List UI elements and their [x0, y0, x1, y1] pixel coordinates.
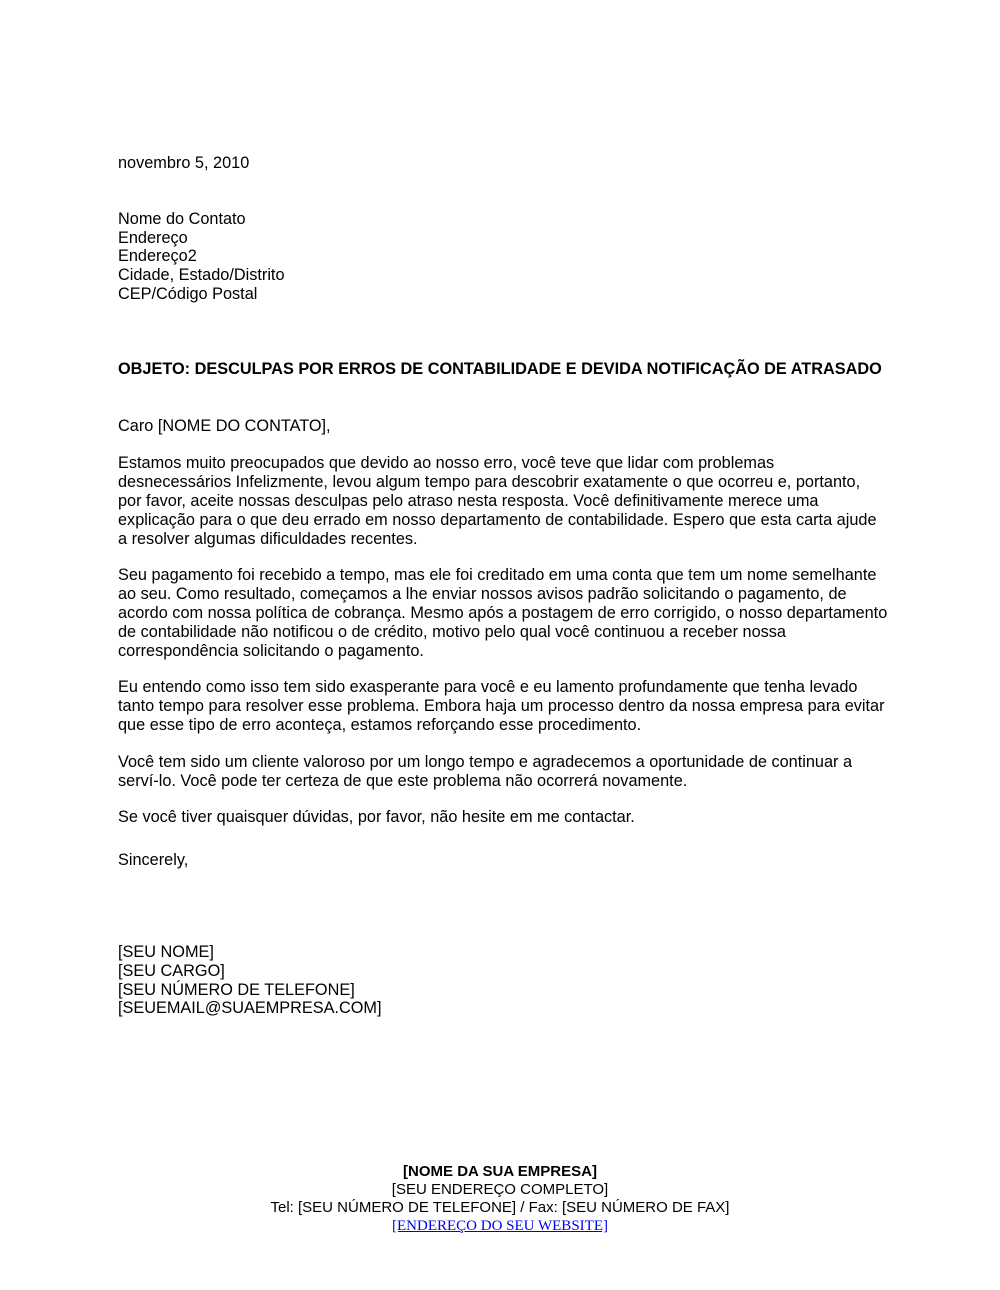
letter-subject: OBJETO: DESCULPAS POR ERROS DE CONTABILIDADE E DEVIDA NOTIFICAÇÃO DE ATRASADO [118, 359, 882, 378]
footer-website-link[interactable]: [ENDEREÇO DO SEU WEBSITE] [392, 1218, 608, 1234]
address-line-name: Nome do Contato [118, 209, 246, 228]
signature-block [118, 943, 888, 1018]
signature-phone: [SEU NÚMERO DE TELEFONE] [118, 980, 355, 999]
letter-date: novembro 5, 2010 [118, 154, 250, 172]
body-paragraph-3: Eu entendo como isso tem sido exasperante para você e eu lamento profundamente que tenha levado tanto tempo para resolver esse problema. Embora haja um processo dentro da nossa empresa para evitar que esse tipo de erro aconteça, estamos reforçando esse procedimento. [118, 678, 885, 734]
letterhead-footer [0, 1163, 1000, 1235]
signature-title: [SEU CARGO] [118, 961, 225, 980]
address-line-postal: CEP/Código Postal [118, 284, 258, 303]
letter-body [118, 154, 888, 1018]
body-paragraph-1: Estamos muito preocupados que devido ao nosso erro, você teve que lidar com problemas desnecessários Infelizmente, levou algum tempo para descobrir exatamente o que ocorreu e, portanto, por favor, aceite nossas desculpas pelo atraso nesta resposta. Você definitivamente merece uma explicação para o que deu errado em nosso departamento de contabilidade. Espero que esta carta ajude a resolver algumas dificuldades recentes. [118, 454, 877, 548]
recipient-address [118, 210, 888, 304]
letter-closing: Sincerely, [118, 851, 189, 870]
body-paragraph-2: Seu pagamento foi recebido a tempo, mas ele foi creditado em uma conta que tem um nome semelhante ao seu. Como resultado, começamos a lhe enviar nossos avisos padrão solicitando o pagamento, de acordo com nossa política de cobrança. Mesmo após a postagem de erro corrigido, o nosso departamento de contabilidade não notificou o de crédito, motivo pelo qual você continuou a receber nossa correspondência solicitando o pagamento. [118, 566, 888, 660]
address-line-1: Endereço [118, 228, 188, 247]
signature-name: [SEU NOME] [118, 942, 214, 961]
signature-email: [SEUEMAIL@SUAEMPRESA.COM] [118, 999, 382, 1018]
footer-address: [SEU ENDEREÇO COMPLETO] [391, 1181, 609, 1198]
address-line-city: Cidade, Estado/Distrito [118, 266, 285, 285]
footer-contact: Tel: [SEU NÚMERO DE TELEFONE] / Fax: [SEU NÚMERO DE FAX] [270, 1199, 730, 1216]
letter-greeting: Caro [NOME DO CONTATO], [118, 416, 331, 435]
address-line-2: Endereço2 [118, 247, 197, 266]
footer-company-name: [NOME DA SUA EMPRESA] [403, 1163, 597, 1180]
body-paragraph-5: Se você tiver quaisquer dúvidas, por favor, não hesite em me contactar. [118, 808, 635, 827]
body-paragraph-4: Você tem sido um cliente valoroso por um longo tempo e agradecemos a oportunidade de continuar a serví-lo. Você pode ter certeza de que este problema não ocorrerá novamente. [118, 752, 853, 790]
